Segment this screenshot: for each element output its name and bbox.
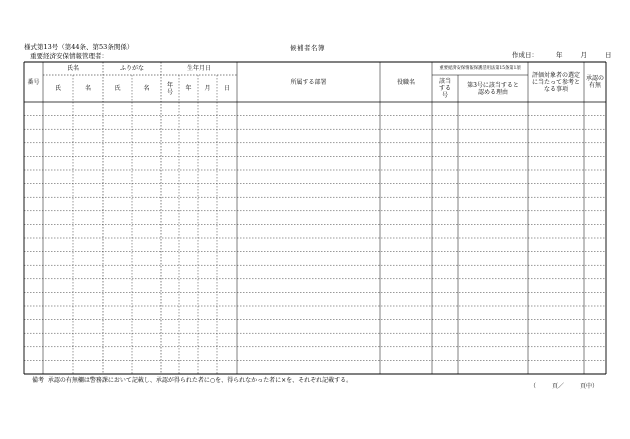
note-text: 承認の有無欄は警務課において記載し、承認が得られた者に○を、得られなかった者に×を、それぞれ記載する。 [47,377,353,384]
header-surname: 氏 [54,85,61,92]
header-furigana-surname: 氏 [114,85,121,92]
header-consent: 承認の有無 [585,75,604,89]
header-month: 月 [204,85,211,92]
header-applicable-number: 該当する号 [438,78,451,99]
header-position: 役職名 [396,78,415,86]
header-birthdate-group: 生年月日 [186,65,211,72]
header-day: 日 [223,85,230,92]
security-manager-label: 重要経済安保情報管理者： [30,52,108,60]
page-counter [530,383,598,390]
created-year-label: 年 [556,51,563,59]
header-given-name: 名 [84,85,91,92]
document-title: 候補者名簿 [290,44,325,52]
header-department: 所属する部署 [290,78,327,86]
table-rows [24,116,606,361]
header-furigana-given: 名 [143,85,150,92]
page-open: （ [530,383,537,390]
header-year: 年 [185,85,192,92]
created-month-label: 月 [580,51,587,59]
created-day-label: 日 [605,51,612,59]
header-name-group: 氏名 [66,65,79,72]
header-reason: 第3号に該当すると認める理由 [467,81,519,96]
page-close: 頁中） [580,383,599,390]
footnote [32,377,352,384]
header-law-group: 重要経済安保情報保護活用法第15条第1項 [439,66,521,71]
created-label: 作成日： [512,51,538,59]
header-number: 番号 [27,78,40,86]
form-code: 様式第13号（第44条、第53条関係） [24,43,134,51]
header-reference-items: 評価対象者の選定に当たって参考となる事項 [531,71,580,93]
header-era: 年号 [167,81,174,96]
header-furigana-group: ふりがな [119,65,144,72]
note-label: 備考 [32,377,45,384]
page-label: 頁／ [552,383,565,390]
